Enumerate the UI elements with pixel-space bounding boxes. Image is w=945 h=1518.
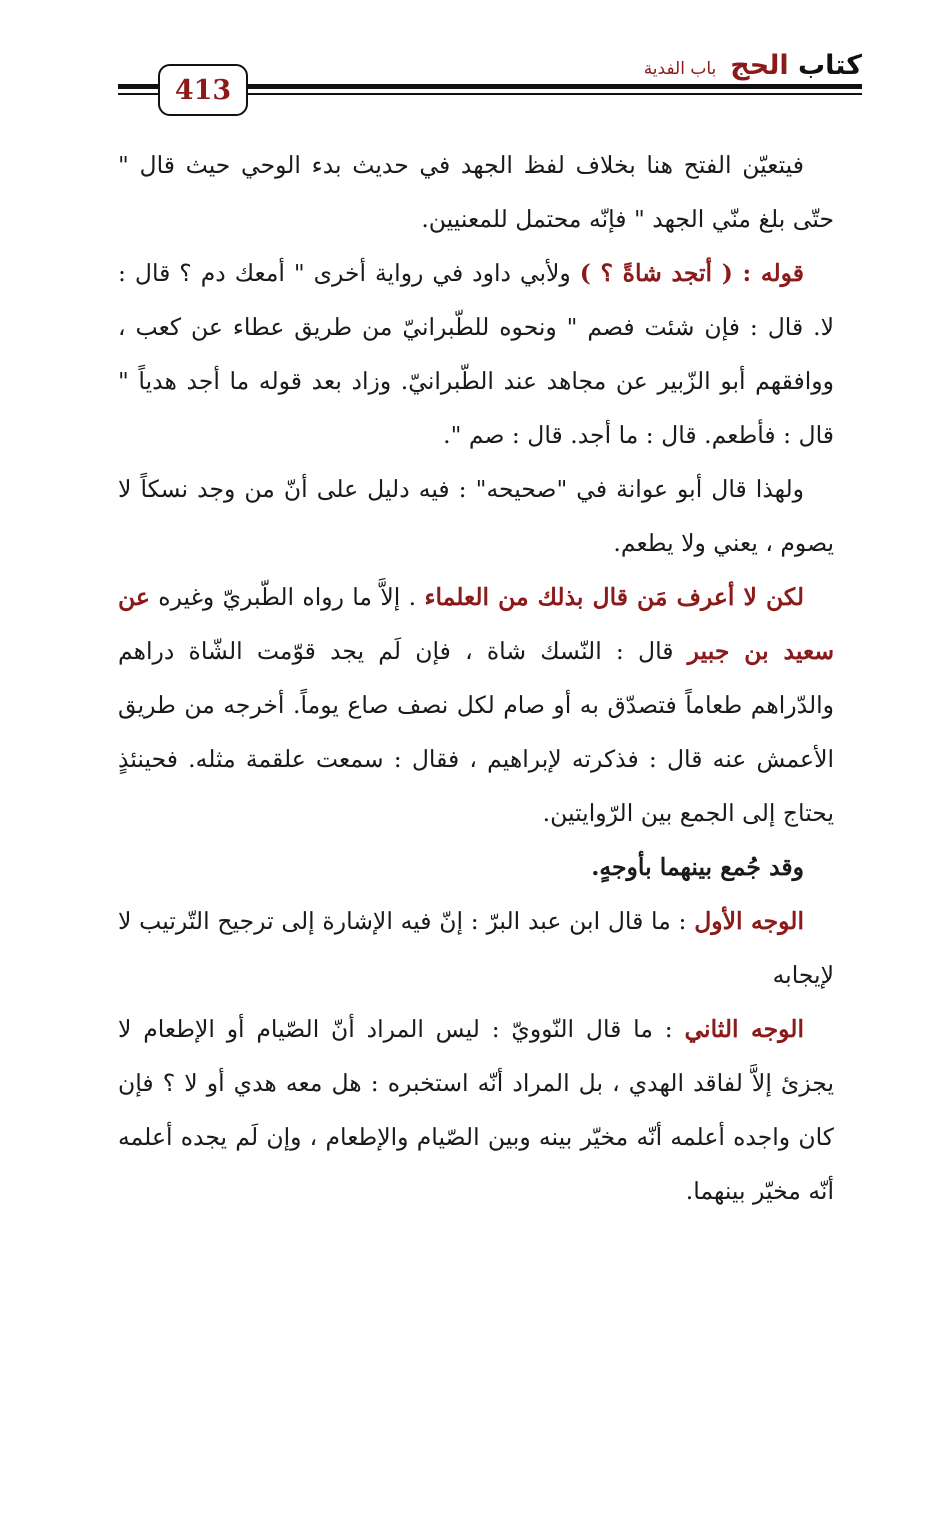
paragraph-text: قال : النّسك شاة ، فإن لَم يجد قوّمت الشّاة دراهم والدّراهم طعاماً فتصدّق به أو صام لكل نصف صاع يوماً. أخرجه من طريق الأعمش عنه قال : فذكرته لإبراهيم ، فقال : سمعت علقمة مثله. فحينئذٍ يحتاج إلى الجمع بين الرّوايتين. xyxy=(118,637,834,827)
paragraph-text: وقد جُمع بينهما بأوجهٍ. xyxy=(591,853,804,881)
paragraph-text: ولأبي داود في رواية أخرى " أمعك دم ؟ قال : لا. قال : فإن شئت فصم " ونحوه للطّبرانيّ من طريق عطاء عن كعب ، ووافقهم أبو الزّبير عن مجاهد عند الطّبرانيّ. وزاد بعد قوله ما أجد هدياً " قال : فأطعم. قال : ما أجد. قال : صم ". xyxy=(118,259,834,449)
highlighted-text: عن سعيد بن جبير xyxy=(118,583,835,665)
paragraph xyxy=(118,570,834,840)
book-title-part2: الحج xyxy=(730,50,789,81)
paragraph xyxy=(118,894,834,1002)
chapter-title: باب الفدية xyxy=(643,59,717,79)
paragraph-text: فيتعيّن الفتح هنا بخلاف لفظ الجهد في حديث بدء الوحي حيث قال " حتّى بلغ منّي الجهد " فإنّه محتمل للمعنيين. xyxy=(118,151,834,233)
highlighted-text: الوجه الأول xyxy=(694,907,804,935)
highlighted-text: قوله : ( أتجد شاةً ؟ ) xyxy=(579,259,804,287)
paragraph xyxy=(118,246,834,462)
book-title-part1: كتاب xyxy=(788,50,862,81)
paragraph xyxy=(118,462,834,570)
paragraph xyxy=(118,138,834,246)
paragraph-text: ولهذا قال أبو عوانة في "صحيحه" : فيه دليل على أنّ من وجد نسكاً لا يصوم ، يعني ولا يطعم. xyxy=(118,475,834,557)
paragraph-text: : ما قال ابن عبد البرّ : إنّ فيه الإشارة إلى ترجيح التّرتيب لا لإيجابه xyxy=(118,907,834,989)
page-body xyxy=(118,138,834,1218)
page-number: 413 xyxy=(158,64,248,116)
running-head xyxy=(644,50,862,81)
paragraph xyxy=(118,1002,834,1218)
page-header xyxy=(118,50,862,120)
paragraph xyxy=(118,840,834,894)
highlighted-text: الوجه الثاني xyxy=(684,1015,804,1043)
highlighted-text: لكن لا أعرف مَن قال بذلك من العلماء xyxy=(424,583,804,611)
book-title xyxy=(730,50,862,81)
paragraph-text: . إلاَّ ما رواه الطّبريّ وغيره xyxy=(149,583,425,611)
paragraph-text: : ما قال النّوويّ : ليس المراد أنّ الصّيام أو الإطعام لا يجزئ إلاَّ لفاقد الهدي ، بل المراد أنّه استخبره : هل معه هدي أو لا ؟ فإن كان واجده أعلمه أنّه مخيّر بينه وبين الصّيام والإطعام ، وإن لَم يجده أعلمه أنّه مخيّر بينهما. xyxy=(118,1015,834,1205)
